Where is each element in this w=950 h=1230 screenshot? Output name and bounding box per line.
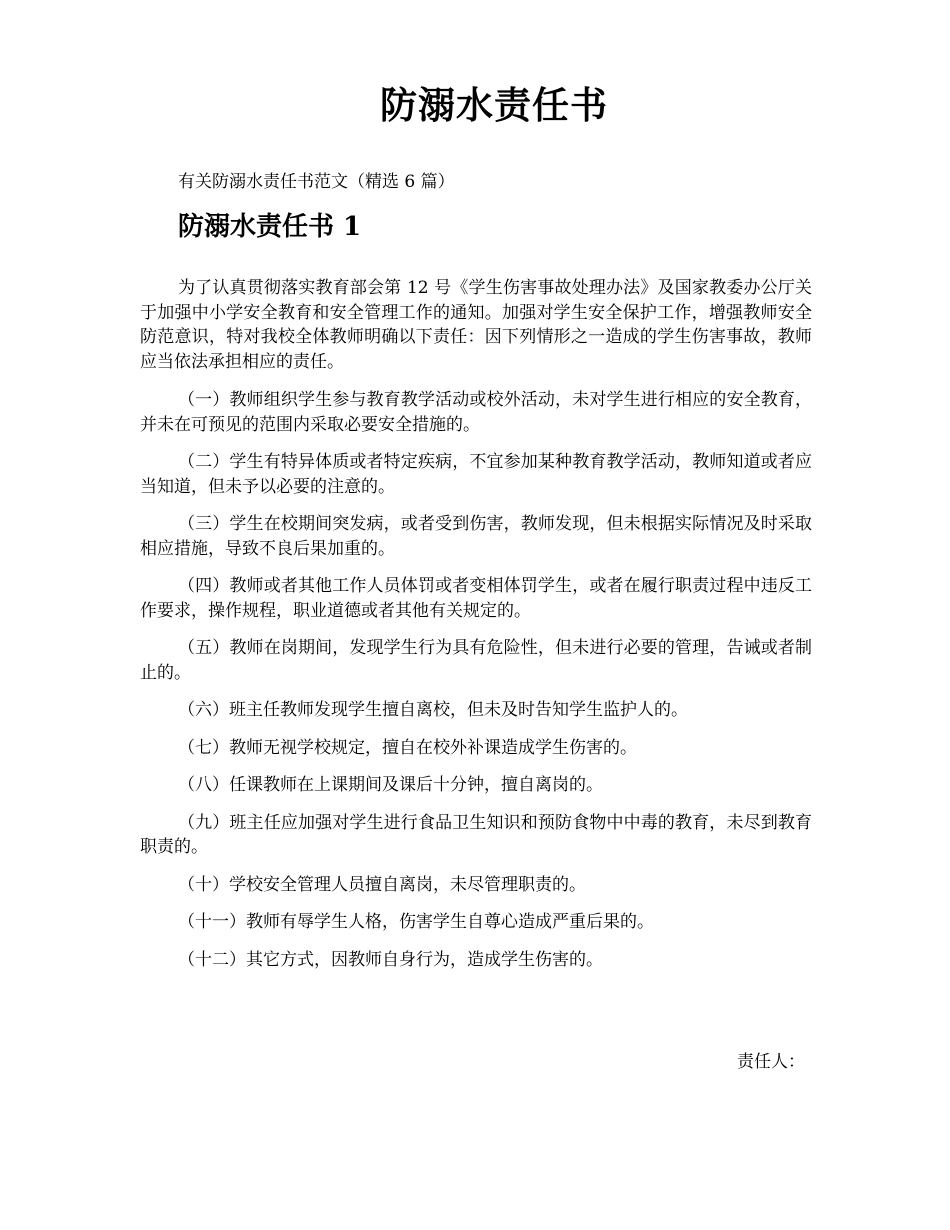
clause-item: （七）教师无视学校规定，擅自在校外补课造成学生伤害的。: [178, 737, 637, 758]
clause-item: （一）教师组织学生参与教育教学活动或校外活动，未对学生进行相应的安全教育，并未在可预见的范围内采取必要安全措施的。: [140, 390, 812, 435]
clause-item: （六）班主任教师发现学生擅自离校，但未及时告知学生监护人的。: [178, 700, 688, 720]
section-heading: 防溺水责任书 1: [178, 212, 362, 242]
clause-item: （十）学校安全管理人员擅自离岗，未尽管理职责的。: [178, 874, 586, 895]
document-body: [140, 276, 812, 985]
clause-item: （九）班主任应加强对学生进行食品卫生知识和预防食物中中毒的教育，未尽到教育职责的。: [140, 812, 812, 857]
document-title: 防溺水责任书: [380, 83, 608, 127]
document-subtitle: 有关防溺水责任书范文（精选 6 篇）: [178, 172, 455, 192]
intro-paragraph: 为了认真贯彻落实教育部会第 12 号《学生伤害事故处理办法》及国家教委办公厅关于加强中小学安全教育和安全管理工作的通知。加强对学生安全保护工作，增强教师安全防范意识，特对我校全体教师明确以下责任：因下列情形之一造成的学生伤害事故，教师应当依法承担相应的责任。: [140, 278, 812, 372]
clause-item: （五）教师在岗期间，发现学生行为具有危险性，但未进行必要的管理，告诫或者制止的。: [140, 638, 812, 683]
clause-item: （十二）其它方式，因教师自身行为，造成学生伤害的。: [178, 949, 603, 970]
clause-item: （八）任课教师在上课期间及课后十分钟，擅自离岗的。: [178, 775, 603, 795]
clause-item: （二）学生有特异体质或者特定疾病，不宜参加某种教育教学活动，教师知道或者应当知道，但未予以必要的注意的。: [140, 452, 812, 497]
clause-item: （四）教师或者其他工作人员体罚或者变相体罚学生，或者在履行职责过程中违反工作要求，操作规程，职业道德或者其他有关规定的。: [140, 576, 812, 621]
clause-item: （十一）教师有辱学生人格，伤害学生自尊心造成严重后果的。: [178, 912, 654, 932]
clause-item: （三）学生在校期间突发病，或者受到伤害，教师发现，但未根据实际情况及时采取相应措施，导致不良后果加重的。: [140, 514, 812, 559]
signature-label: 责任人：: [737, 1052, 805, 1072]
